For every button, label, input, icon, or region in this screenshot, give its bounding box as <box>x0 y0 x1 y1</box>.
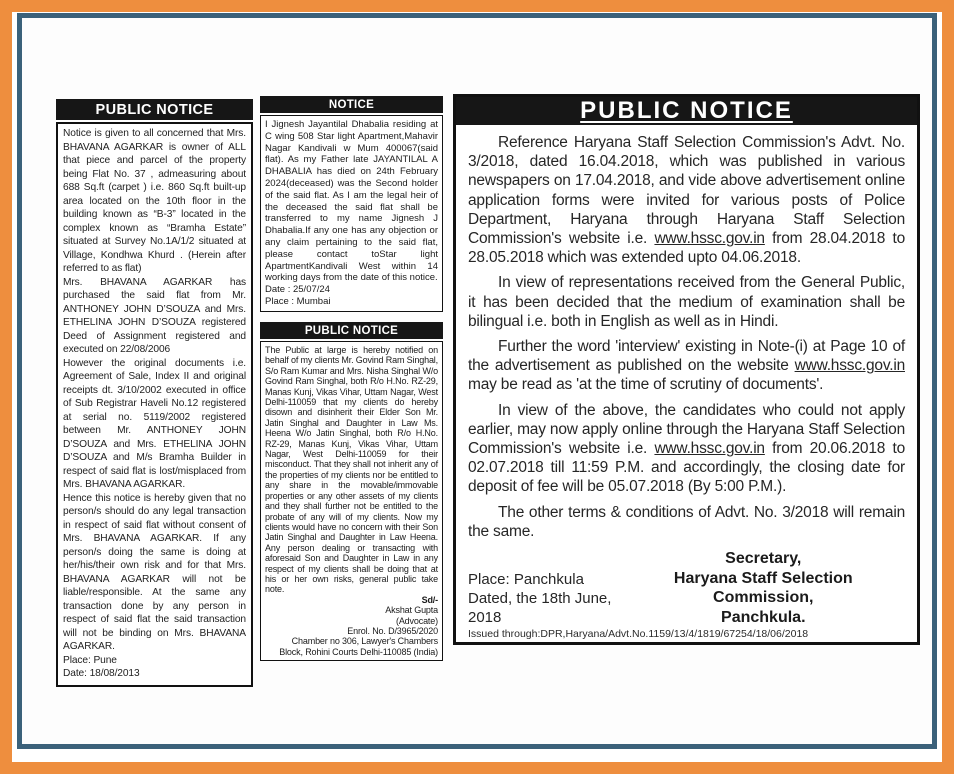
left-notice-title-bar <box>56 99 253 120</box>
middle-public-notice <box>260 322 443 661</box>
middle-public-notice-title-bar <box>260 322 443 339</box>
left-notice-paragraph: Notice is given to all concerned that Mrs. BHAVANA AGARKAR is owner of ALL that piece and parcel of the property being Flat No. 37 , admeasuring about 688 Sq.ft (carpet ) i.e. 860 Sq.ft built-up area located on the 10th floor in the building known as “B-3” located in the complex known as “Bramha Estate” situated at Survey No.1A/1/2 situated at Village, Kondhwa Khurd . (Herein after referred to as flat) <box>63 128 246 274</box>
hssc-website-link: www.hssc.gov.in <box>654 440 765 458</box>
left-notice-body <box>56 122 253 687</box>
middle-public-notice-paragraph: The Public at large is hereby notified on behalf of my clients Mr. Govind Ram Singhal, S/o Ram Kumar and Mrs. Nisha Singhal W/o Govind Ram Singhal, both R/o H.No. RZ-29, Manas Kunj, Vikas Vihar, Uttam Nagar, West Delhi-110059 that my clients do hereby disown and disinherit their Elder Son Mr. Jatin Singhal and Daughter in Law Ms. Heena W/o Jatin Singhal, both R/o H.No. RZ-29, Manas Kunj, Vikas Vihar, Uttam Nagar, West Delhi-110059 for their misconduct. That they shall not inherit any of the properties of my clients nor be entitled to any share in the movable/immovable properties or any other assets of my clients and they shall further not be entitled to the probate of any will of my clients. Now my clients would have no concern with their Son Jatin Singhal and Daughter in Law Heena. Any person dealing or transacting with aforesaid Son and Daughter in Law in any respect of my clients shall be doing that at his or her own risks, general public take note. <box>265 345 438 595</box>
hssc-signature-block <box>634 549 893 627</box>
middle-notice-body <box>260 115 443 312</box>
middle-notice-place: Place : Mumbai <box>265 295 331 307</box>
hssc-website-link: www.hssc.gov.in <box>654 230 765 248</box>
hssc-place: Place: Panchkula <box>468 571 584 589</box>
hssc-place-date-block <box>468 570 634 627</box>
hssc-paragraph-3: Further the word 'interview' existing in Note-(i) at Page 10 of the advertisement as published on the website www.hssc.gov.in may be read as 'at the time of scrutiny of documents'. <box>468 338 905 394</box>
middle-notice-paragraph: I Jignesh Jayantilal Dhabalia residing at C wing 508 Star light Apartment,Mahavir Nagar Kandivali w Mum 400067(said flat). As my Father late JAYANTILAL A DHABALIA has died on 24th February 2024(deceased) was the Second holder of the said flat. As I am the legal heir of the deceased the said flat shall be transferred to my name Jignesh J Dhabalia.If any one has any objection or any claim pertaining to the said flat, please contact toStar light ApartmentKandivali West within 14 working days from the date of this notice. <box>265 119 438 284</box>
signature-designation: (Advocate) <box>395 615 438 626</box>
hssc-notice-title: PUBLIC NOTICE <box>580 97 793 124</box>
hssc-signature-row <box>456 547 917 627</box>
left-notice-date: Date: 18/08/2013 <box>63 668 140 679</box>
hssc-website-link: www.hssc.gov.in <box>794 357 905 375</box>
signature-address-line1: Chamber no 306, Lawyer's Chambers <box>291 636 438 647</box>
hssc-issued-through: Issued through:DPR,Haryana/Advt.No.1159/13/4/1819/67254/18/06/2018 <box>468 628 809 641</box>
left-notice-title: PUBLIC NOTICE <box>95 101 214 118</box>
hssc-paragraph-2: In view of representations received from the General Public, it has been decided that the medium of examination shall be bilingual i.e. both in English as well as in Hindi. <box>468 274 905 330</box>
hssc-date: Dated, the 18th June, 2018 <box>468 590 612 627</box>
middle-notice-date: Date : 25/07/24 <box>265 284 330 296</box>
left-notice-paragraph: Mrs. BHAVANA AGARKAR has purchased the said flat from Mr. ANTHONEY JOHN D’SOUZA and Mrs. ETHELINA JOHN D’SOUZA registered Deed of Assignment registered and executed on 22/08/2006 <box>63 276 246 355</box>
hssc-signatory-org: Haryana Staff Selection Commission, <box>673 569 853 607</box>
left-public-notice <box>56 99 253 687</box>
hssc-paragraph-5: The other terms & conditions of Advt. No. 3/2018 will remain the same. <box>468 503 905 540</box>
hssc-paragraph-1: Reference Haryana Staff Selection Commission's Advt. No. 3/2018, dated 16.04.2018, which was published in various newspapers on 17.04.2018, and vide above advertisement online application forms were invited for various posts of Police Department, Haryana through Haryana Staff Selection Commission's website i.e. www.hssc.gov.in from 28.04.2018 to 28.05.2018 which was extended upto 04.06.2018. <box>468 134 905 267</box>
hssc-paragraph-4: In view of the above, the candidates who could not apply earlier, may now apply online through the Haryana Staff Selection Commission's website i.e. www.hssc.gov.in from 20.06.2018 to 02.07.2018 till 11:59 P.M. and accordingly, the closing date for deposit of fee will be 05.07.2018 (By 5:00 P.M.). <box>468 401 905 496</box>
left-notice-paragraph: Hence this notice is hereby given that no person/s should do any legal transaction in respect of said flat without consent of Mrs. BHAVANA AGARKAR. If any person/s doing the same is doing at her/his/their own risk and for that Mrs. BHAVANA AGARKAR will not be liable/responsible. At the same any transaction done by any person in respect of said flat the said transaction will not be binding on Mrs. BHAVANA AGARKAR. <box>63 492 246 652</box>
middle-notice-title-bar <box>260 96 443 113</box>
middle-notice-title: NOTICE <box>328 98 375 111</box>
hssc-notice-title-bar <box>456 97 917 127</box>
signature-address-line2: Block, Rohini Courts Delhi-110085 (India) <box>279 646 438 657</box>
middle-public-notice-body <box>260 341 443 661</box>
middle-notice <box>260 96 443 312</box>
signature-enrolment: Enrol. No. D/3965/2020 <box>347 625 438 636</box>
left-notice-place: Place: Pune <box>63 654 117 666</box>
signature-sd: Sd/- <box>421 594 438 605</box>
hssc-signatory-city: Panchkula. <box>721 608 806 626</box>
hssc-signatory-title: Secretary, <box>725 550 802 568</box>
signature-name: Akshat Gupta <box>385 605 438 616</box>
left-notice-paragraph: However the original documents i.e. Agreement of Sale, Index II and original receipts dt. 3/10/2002 executed in office of Sub Registrar Haveli No.12 registered at serial no. 5119/2002 registered between Mr. ANTHONEY JOHN D’SOUZA and Mrs. ETHELINA JOHN D’SOUZA and M/s Bramha Builder in respect of said flat is lost/misplaced from Mrs. BHAVANA AGARKAR. <box>63 357 246 490</box>
hssc-notice-body <box>456 127 917 541</box>
hssc-public-notice <box>453 94 920 645</box>
inner-frame <box>17 13 937 749</box>
middle-public-notice-title: PUBLIC NOTICE <box>304 324 399 337</box>
